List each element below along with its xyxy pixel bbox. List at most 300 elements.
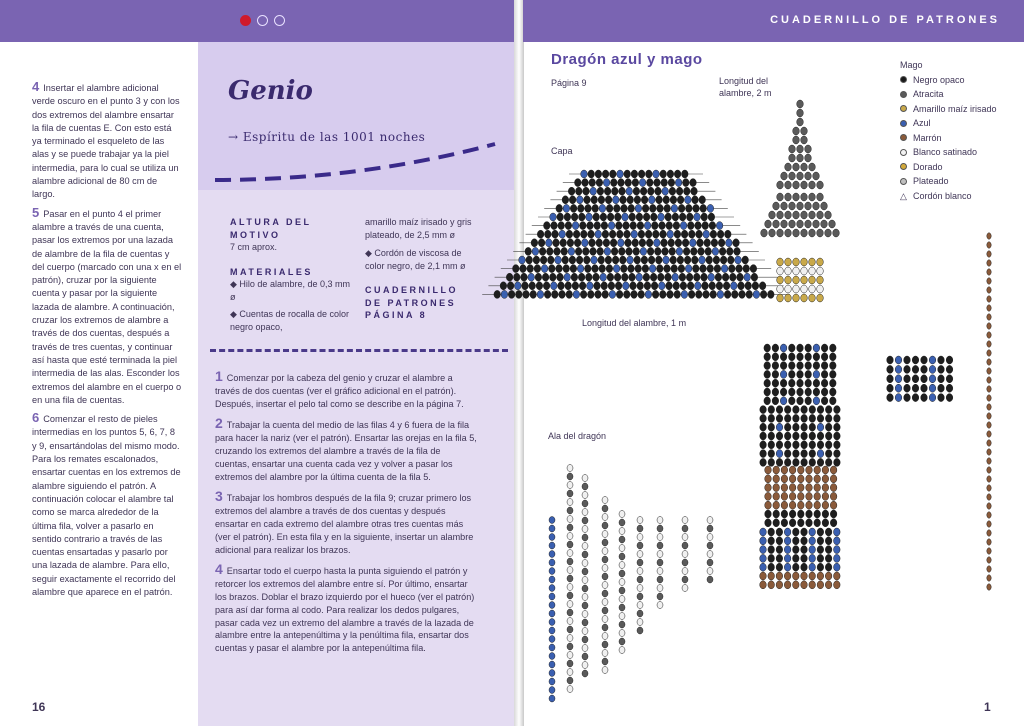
bead — [946, 365, 953, 373]
bead — [549, 602, 555, 609]
bead — [742, 256, 749, 264]
bead — [744, 273, 751, 281]
bead — [560, 239, 567, 247]
bead — [703, 230, 710, 238]
bead — [726, 239, 733, 247]
bead — [834, 546, 841, 554]
bead — [656, 196, 663, 204]
bead — [637, 619, 643, 626]
bead — [611, 247, 618, 255]
bead — [987, 530, 991, 536]
bead — [821, 370, 828, 378]
bead — [793, 136, 800, 144]
bead — [582, 500, 588, 507]
material-2: ◆ Cuentas de rocalla de color negro opaco, — [230, 309, 349, 332]
bead — [834, 450, 841, 458]
bead — [733, 239, 740, 247]
bead — [640, 247, 647, 255]
bead — [921, 394, 928, 402]
bead — [809, 294, 816, 302]
bead — [637, 282, 644, 290]
bead — [637, 559, 643, 566]
bead — [912, 394, 919, 402]
bead — [781, 519, 788, 527]
page-number-left: 16 — [32, 700, 46, 714]
bead — [589, 179, 596, 187]
bead — [662, 187, 669, 195]
bead — [666, 222, 673, 230]
bead — [567, 490, 573, 497]
bead — [809, 537, 816, 545]
bead — [582, 653, 588, 660]
bead — [781, 484, 788, 492]
bead — [694, 273, 701, 281]
bead — [801, 163, 808, 171]
bead — [805, 379, 812, 387]
bead — [600, 213, 607, 221]
bead — [809, 211, 816, 219]
bead — [895, 356, 902, 364]
bead — [699, 196, 706, 204]
bead — [597, 187, 604, 195]
bead — [765, 220, 772, 228]
bead — [621, 265, 628, 273]
bead — [675, 239, 682, 247]
bead — [776, 546, 783, 554]
bead — [608, 282, 615, 290]
bead — [784, 432, 791, 440]
bead — [785, 294, 792, 302]
bead — [834, 432, 841, 440]
bead — [708, 273, 715, 281]
bead — [784, 441, 791, 449]
bead — [577, 196, 584, 204]
bead — [544, 290, 551, 298]
bead — [701, 273, 708, 281]
bead — [769, 211, 776, 219]
bead — [571, 213, 578, 221]
bead — [616, 222, 623, 230]
bead — [777, 211, 784, 219]
bead — [602, 230, 609, 238]
bead — [582, 517, 588, 524]
bead — [780, 370, 787, 378]
bead — [638, 290, 645, 298]
bead — [720, 256, 727, 264]
bead — [793, 441, 800, 449]
bead — [773, 466, 780, 474]
bead — [582, 526, 588, 533]
bead — [612, 256, 619, 264]
bead — [895, 375, 902, 383]
bead — [573, 290, 580, 298]
bead — [806, 501, 813, 509]
bead — [617, 170, 624, 178]
bead — [717, 230, 724, 238]
bead — [582, 670, 588, 677]
bead — [680, 222, 687, 230]
bead — [654, 179, 661, 187]
bead — [809, 163, 816, 171]
bead — [625, 179, 632, 187]
bead — [603, 179, 610, 187]
bead — [987, 305, 991, 311]
bead — [784, 546, 791, 554]
bead — [567, 652, 573, 659]
bead — [679, 273, 686, 281]
bead — [761, 229, 768, 237]
bead — [706, 256, 713, 264]
legend-label: Marrón — [913, 132, 942, 143]
bead — [695, 282, 702, 290]
bead — [637, 576, 643, 583]
bead — [567, 567, 573, 574]
bead — [806, 519, 813, 527]
bead — [789, 519, 796, 527]
bead — [582, 492, 588, 499]
bead — [727, 247, 734, 255]
bead — [637, 593, 643, 600]
bead — [602, 573, 608, 580]
bead — [768, 563, 775, 571]
bead — [825, 537, 832, 545]
bead — [592, 204, 599, 212]
bead — [746, 290, 753, 298]
bead — [987, 548, 991, 554]
bead — [987, 431, 991, 437]
bead — [765, 492, 772, 500]
bead — [801, 136, 808, 144]
bead — [813, 388, 820, 396]
bead — [508, 290, 515, 298]
bead — [793, 229, 800, 237]
bead — [768, 441, 775, 449]
bead — [634, 256, 641, 264]
page-number-right: 1 — [984, 700, 991, 714]
bead — [697, 239, 704, 247]
bead — [669, 247, 676, 255]
bead — [626, 247, 633, 255]
bead — [557, 273, 564, 281]
bead — [554, 247, 561, 255]
bead — [567, 507, 573, 514]
bead — [667, 170, 674, 178]
bead — [573, 230, 580, 238]
bead — [647, 179, 654, 187]
bead — [639, 239, 646, 247]
bead — [582, 619, 588, 626]
bead — [938, 365, 945, 373]
bead — [946, 384, 953, 392]
bead — [584, 196, 591, 204]
bead — [608, 222, 615, 230]
bead — [798, 466, 805, 474]
bead — [569, 256, 576, 264]
bead — [623, 282, 630, 290]
bead — [566, 290, 573, 298]
bead — [805, 202, 812, 210]
bead — [797, 109, 804, 117]
bead — [825, 450, 832, 458]
bead — [805, 344, 812, 352]
bead — [642, 204, 649, 212]
pattern-title: Dragón azul y mago — [551, 51, 703, 68]
bead — [602, 641, 608, 648]
bead — [987, 251, 991, 257]
bead — [764, 370, 771, 378]
bead — [921, 384, 928, 392]
bead — [784, 414, 791, 422]
bead — [793, 458, 800, 466]
bead — [634, 196, 641, 204]
bead — [987, 233, 991, 239]
bead — [682, 239, 689, 247]
bead — [738, 282, 745, 290]
bead — [563, 204, 570, 212]
bead — [618, 239, 625, 247]
bead — [549, 610, 555, 617]
bead — [987, 476, 991, 482]
bead — [776, 563, 783, 571]
bead — [793, 563, 800, 571]
bead — [602, 514, 608, 521]
bead — [729, 265, 736, 273]
bead — [777, 294, 784, 302]
bead — [556, 204, 563, 212]
bead — [637, 627, 643, 634]
bead — [764, 397, 771, 405]
bead — [688, 290, 695, 298]
bead — [745, 282, 752, 290]
bead — [637, 610, 643, 617]
bead — [702, 222, 709, 230]
bead — [523, 290, 530, 298]
bead — [904, 394, 911, 402]
bead — [797, 172, 804, 180]
bead — [682, 517, 688, 524]
bead — [805, 397, 812, 405]
bead — [602, 505, 608, 512]
bead — [693, 265, 700, 273]
bead — [682, 585, 688, 592]
bead — [631, 230, 638, 238]
bead — [596, 239, 603, 247]
bead — [805, 172, 812, 180]
bead — [609, 230, 616, 238]
bead — [595, 170, 602, 178]
bead — [834, 441, 841, 449]
bead — [912, 375, 919, 383]
bead — [809, 432, 816, 440]
bead — [580, 290, 587, 298]
bead — [987, 467, 991, 473]
bead — [572, 222, 579, 230]
bead — [718, 239, 725, 247]
bead — [817, 414, 824, 422]
bead — [540, 256, 547, 264]
bead — [605, 196, 612, 204]
bead — [672, 273, 679, 281]
bead — [549, 542, 555, 549]
bead — [549, 636, 555, 643]
bead — [817, 267, 824, 275]
bead — [567, 239, 574, 247]
bead — [785, 229, 792, 237]
bead — [657, 559, 663, 566]
bead — [630, 282, 637, 290]
bead — [805, 388, 812, 396]
bead — [789, 475, 796, 483]
bead — [793, 414, 800, 422]
bead — [760, 406, 767, 414]
bead — [717, 290, 724, 298]
bead — [760, 414, 767, 422]
bead — [797, 344, 804, 352]
bead — [793, 450, 800, 458]
bead — [637, 602, 643, 609]
bead — [643, 273, 650, 281]
bead — [912, 365, 919, 373]
bead — [753, 290, 760, 298]
bead — [695, 222, 702, 230]
bead — [784, 458, 791, 466]
bead — [987, 287, 991, 293]
bead — [817, 406, 824, 414]
material-2-cont: amarillo maíz irisado y gris plateado, de 2,5 mm ø — [365, 217, 472, 240]
bead — [591, 256, 598, 264]
bead — [813, 362, 820, 370]
bead — [813, 379, 820, 387]
bead — [724, 290, 731, 298]
bead — [531, 239, 538, 247]
bead — [821, 202, 828, 210]
bead — [624, 290, 631, 298]
bead — [637, 517, 643, 524]
bead — [648, 256, 655, 264]
bead — [566, 230, 573, 238]
bead — [549, 517, 555, 524]
bead — [533, 256, 540, 264]
bead — [567, 465, 573, 472]
bead — [549, 670, 555, 677]
bead — [768, 406, 775, 414]
bead — [809, 563, 816, 571]
bead — [528, 273, 535, 281]
bead — [655, 247, 662, 255]
bead — [594, 282, 601, 290]
bead — [797, 397, 804, 405]
bead — [772, 362, 779, 370]
bead — [768, 414, 775, 422]
bead — [544, 222, 551, 230]
bead — [716, 282, 723, 290]
bead — [797, 118, 804, 126]
bead — [805, 362, 812, 370]
bead — [588, 290, 595, 298]
bead — [707, 534, 713, 541]
bead — [673, 222, 680, 230]
bead — [773, 220, 780, 228]
bead — [834, 528, 841, 536]
bead — [834, 414, 841, 422]
bead — [685, 196, 692, 204]
bead — [987, 539, 991, 545]
legend-label: Atracita — [913, 89, 944, 99]
bead — [557, 213, 564, 221]
bead — [680, 282, 687, 290]
bead — [760, 581, 767, 589]
bead — [801, 423, 808, 431]
bead — [619, 570, 625, 577]
bead — [768, 458, 775, 466]
bead — [793, 537, 800, 545]
material-3: ◆ Cordón de viscosa de color negro, de 2,1 mm ø — [365, 248, 466, 271]
step-number: 3 — [215, 488, 223, 505]
legend-label: Dorado — [913, 161, 943, 172]
bead — [537, 230, 544, 238]
bead — [793, 163, 800, 171]
bead — [707, 568, 713, 575]
bead — [704, 239, 711, 247]
bead — [600, 273, 607, 281]
bead — [602, 633, 608, 640]
bead — [987, 566, 991, 572]
brand-header: CUADERNILLO DE PATRONES — [770, 14, 1000, 26]
bead — [797, 100, 804, 108]
bead — [784, 581, 791, 589]
bead — [821, 388, 828, 396]
bead — [785, 276, 792, 284]
bead — [702, 282, 709, 290]
bead — [793, 127, 800, 135]
bead — [798, 510, 805, 518]
bead — [599, 265, 606, 273]
bead — [781, 220, 788, 228]
bead — [628, 265, 635, 273]
bead — [607, 273, 614, 281]
bead — [809, 572, 816, 580]
bead — [663, 196, 670, 204]
bead — [675, 179, 682, 187]
bead — [610, 239, 617, 247]
bead — [798, 501, 805, 509]
bead — [549, 593, 555, 600]
bead — [805, 353, 812, 361]
bead — [650, 273, 657, 281]
bead — [648, 187, 655, 195]
bead — [809, 267, 816, 275]
bead — [895, 384, 902, 392]
bead — [682, 568, 688, 575]
bead — [639, 179, 646, 187]
bead — [606, 204, 613, 212]
bead — [912, 356, 919, 364]
bead — [801, 267, 808, 275]
bead — [611, 179, 618, 187]
bead — [809, 285, 816, 293]
bead — [904, 375, 911, 383]
bead — [582, 628, 588, 635]
bead — [834, 537, 841, 545]
step-number: 1 — [215, 368, 223, 384]
bead — [798, 475, 805, 483]
bead — [712, 247, 719, 255]
bead — [583, 187, 590, 195]
bead — [789, 492, 796, 500]
step-text: Comenzar por la cabeza del genio y cruzar el alambre a través de dos cuentas (ver el gráfico adicional en el patrón). Después, insertar el pelo tal como se describe en la página 7. — [215, 373, 464, 409]
bead — [593, 213, 600, 221]
bead — [567, 601, 573, 608]
